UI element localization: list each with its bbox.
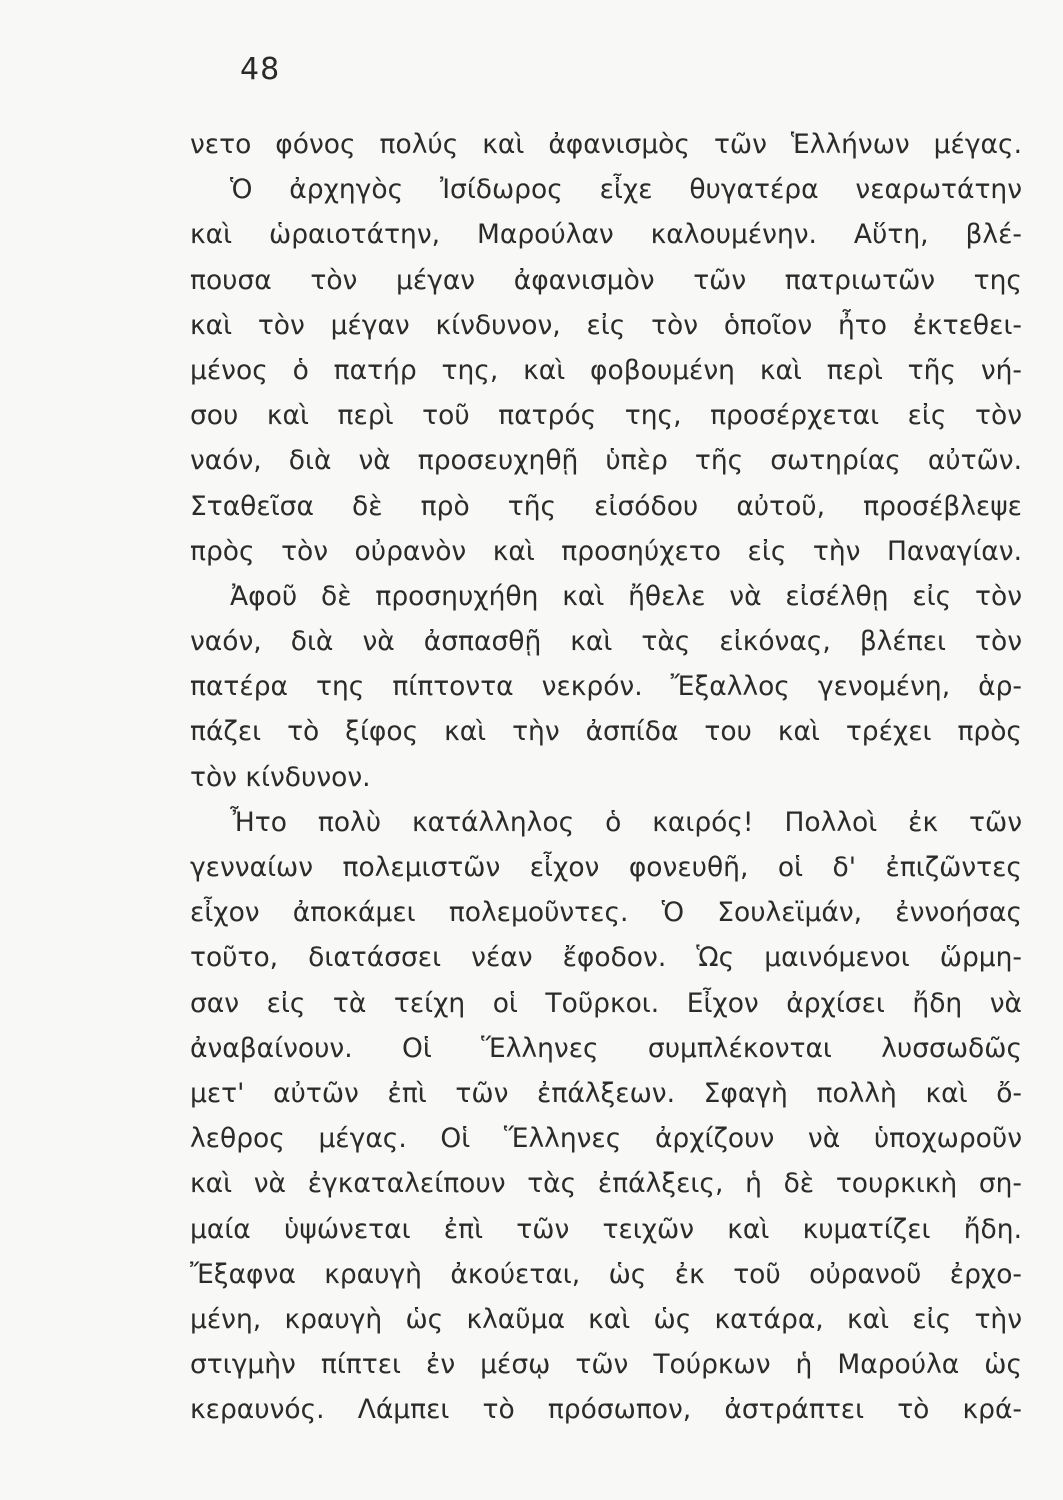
text-line: μετ' αὐτῶν ἐπὶ τῶν ἐπάλξεων. Σφαγὴ πολλὴ καὶ ὄ-: [190, 1077, 1022, 1109]
text-line: τὸν κίνδυνον.: [190, 761, 371, 793]
text-line: κεραυνός. Λάμπει τὸ πρόσωπον, ἀστράπτει τὸ κρά-: [190, 1394, 1022, 1426]
text-line: καὶ τὸν μέγαν κίνδυνον, εἰς τὸν ὁποῖον ἦτο ἐκτεθει-: [190, 309, 1022, 341]
text-line: καὶ ὡραιοτάτην, Μαρούλαν καλουμένην. Αὕτη, βλέ-: [190, 219, 1022, 251]
text-line: ναόν, διὰ νὰ ἀσπασθῇ καὶ τὰς εἰκόνας, βλέπει τὸν: [190, 626, 1022, 658]
text-line: στιγμὴν πίπτει ἐν μέσῳ τῶν Τούρκων ἡ Μαρούλα ὡς: [190, 1349, 1022, 1381]
text-line: νετο φόνος πολύς καὶ ἀφανισμὸς τῶν Ἑλλήνων μέγας.: [190, 129, 1022, 160]
text-line: Σταθεῖσα δὲ πρὸ τῆς εἰσόδου αὐτοῦ, προσέβλεψε: [190, 490, 1022, 522]
text-line: μένος ὁ πατήρ της, καὶ φοβουμένη καὶ περὶ τῆς νή-: [190, 354, 1022, 386]
text-line: εἶχον ἀποκάμει πολεμοῦντες. Ὁ Σουλεϊμάν, ἐννοήσας: [190, 897, 1022, 929]
text-line: Ὁ ἀρχηγὸς Ἰσίδωρος εἶχε θυγατέρα νεαρωτάτην: [230, 174, 1022, 206]
text-line: πάζει τὸ ξίφος καὶ τὴν ἀσπίδα του καὶ τρέχει πρὸς: [190, 716, 1022, 748]
text-line: τοῦτο, διατάσσει νέαν ἔφοδον. Ὡς μαινόμενοι ὥρμη-: [190, 942, 1022, 974]
text-line: μένη, κραυγὴ ὡς κλαῦμα καὶ ὡς κατάρα, καὶ εἰς τὴν: [190, 1303, 1022, 1335]
text-line: λεθρος μέγας. Οἱ Ἕλληνες ἀρχίζουν νὰ ὑποχωροῦν: [190, 1123, 1022, 1155]
text-line: καὶ νὰ ἐγκαταλείπουν τὰς ἐπάλξεις, ἡ δὲ τουρκικὴ ση-: [190, 1168, 1022, 1200]
text-line: ναόν, διὰ νὰ προσευχηθῇ ὑπὲρ τῆς σωτηρίας αὐτῶν.: [190, 445, 1022, 477]
page-number: 48: [240, 52, 281, 87]
text-line: σου καὶ περὶ τοῦ πατρός της, προσέρχεται εἰς τὸν: [190, 400, 1022, 432]
text-line: Ἀφοῦ δὲ προσηυχήθη καὶ ἤθελε νὰ εἰσέλθῃ εἰς τὸν: [230, 580, 1022, 612]
text-line: ἀναβαίνουν. Οἱ Ἕλληνες συμπλέκονται λυσσωδῶς: [190, 1032, 1022, 1064]
text-line: μαία ὑψώνεται ἐπὶ τῶν τειχῶν καὶ κυματίζει ἤδη.: [190, 1213, 1022, 1245]
text-line: σαν εἰς τὰ τείχη οἱ Τοῦρκοι. Εἶχον ἀρχίσει ἤδη νὰ: [190, 987, 1022, 1019]
text-line: πατέρα της πίπτοντα νεκρόν. Ἔξαλλος γενομένη, ἁρ-: [190, 671, 1022, 703]
text-line: γενναίων πολεμιστῶν εἶχον φονευθῆ, οἱ δ' ἐπιζῶντες: [190, 852, 1022, 883]
body-text: [190, 122, 1022, 1432]
text-line: Ἔξαφνα κραυγὴ ἀκούεται, ὡς ἐκ τοῦ οὐρανοῦ ἐρχο-: [190, 1258, 1022, 1290]
text-line: Ἦτο πολὺ κατάλληλος ὁ καιρός! Πολλοὶ ἐκ τῶν: [230, 806, 1022, 838]
text-line: πουσα τὸν μέγαν ἀφανισμὸν τῶν πατριωτῶν της: [190, 264, 1022, 296]
text-line: πρὸς τὸν οὐρανὸν καὶ προσηύχετο εἰς τὴν Παναγίαν.: [190, 535, 1022, 567]
